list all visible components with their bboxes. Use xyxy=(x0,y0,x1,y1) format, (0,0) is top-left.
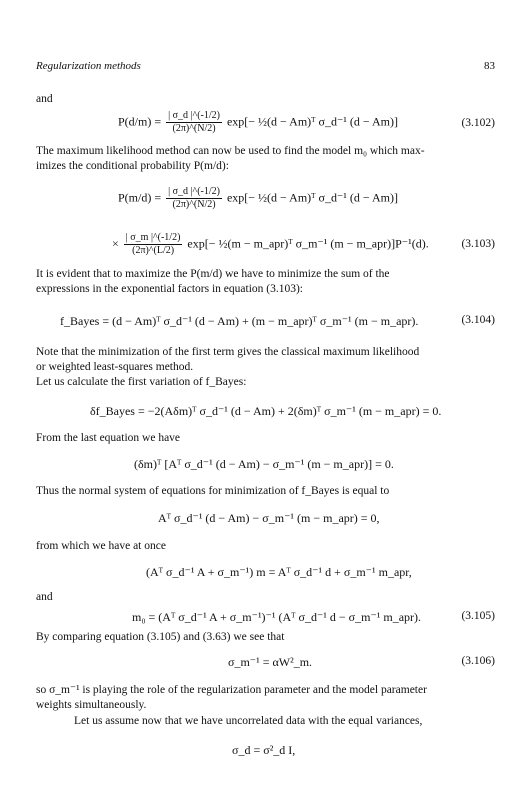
eq-lhs: P(d/m) = xyxy=(118,114,162,129)
equation-number: (3.104) xyxy=(461,314,495,326)
equation-first-variation: δf_Bayes = −2(Aδm)ᵀ σ_d⁻¹ (d − Am) + 2(δm)ᵀ σ_m⁻¹ (m − m_apr) = 0. xyxy=(90,404,442,418)
denominator: (2π)^(N/2) xyxy=(172,199,216,210)
eq-times: × xyxy=(112,236,119,251)
text-line: weights simultaneously. xyxy=(36,699,147,711)
text-line: expressions in the exponential factors in equation (3.103): xyxy=(36,283,303,295)
text-line: Let us calculate the first variation of f_Bayes: xyxy=(36,376,247,388)
text-line: and xyxy=(36,591,53,603)
equation-3-103a xyxy=(118,186,398,211)
text-line: From the last equation we have xyxy=(36,432,181,444)
equation-3-105: m₀ = (Aᵀ σ_d⁻¹ A + σ_m⁻¹)⁻¹ (Aᵀ σ_d⁻¹ d − σ_m⁻¹ m_apr). xyxy=(132,610,422,624)
equation-number: (3.102) xyxy=(461,117,495,129)
equation-number: (3.106) xyxy=(461,655,495,667)
equation-last: (δm)ᵀ [Aᵀ σ_d⁻¹ (d − Am) − σ_m⁻¹ (m − m_apr)] = 0. xyxy=(134,457,394,471)
text-line: so σ_m⁻¹ is playing the role of the regularization parameter and the model parameter xyxy=(36,684,427,696)
text-line: or weighted least-squares method. xyxy=(36,361,194,373)
equation-3-104: f_Bayes = (d − Am)ᵀ σ_d⁻¹ (d − Am) + (m − m_apr)ᵀ σ_m⁻¹ (m − m_apr). xyxy=(60,314,419,328)
text-line: Thus the normal system of equations for minimization of f_Bayes is equal to xyxy=(36,485,390,497)
equation-3-103b xyxy=(112,232,429,257)
text-line: and xyxy=(36,93,53,105)
text-line: Let us assume now that we have uncorrelated data with the equal variances, xyxy=(74,715,423,727)
page-number: 83 xyxy=(484,60,495,72)
numerator: | σ_d |^(-1/2) xyxy=(168,186,220,197)
equation-number: (3.103) xyxy=(461,238,495,250)
text-line: Note that the minimization of the first term gives the classical maximum likelihood xyxy=(36,346,420,358)
running-head: Regularization methods xyxy=(36,60,141,72)
numerator: | σ_d |^(-1/2) xyxy=(168,110,220,121)
fraction xyxy=(124,232,183,257)
eq-lhs: P(m/d) = xyxy=(118,190,162,205)
equation-3-106: σ_m⁻¹ = αW²_m. xyxy=(228,655,313,669)
text-line: from which we have at once xyxy=(36,540,166,552)
equation-number: (3.105) xyxy=(461,610,495,622)
denominator: (2π)^(N/2) xyxy=(172,123,216,134)
numerator: | σ_m |^(-1/2) xyxy=(125,232,181,243)
text-line: The maximum likelihood method can now be used to find the model m₀ which max- xyxy=(36,145,425,157)
fraction xyxy=(166,186,222,211)
equation-equal-variances: σ_d = σ²_d I, xyxy=(232,743,296,757)
fraction xyxy=(166,110,222,135)
eq-rest: exp[− ½(d − Am)ᵀ σ_d⁻¹ (d − Am)] xyxy=(226,190,398,205)
text-line: By comparing equation (3.105) and (3.63) we see that xyxy=(36,631,285,643)
denominator: (2π)^(L/2) xyxy=(132,245,175,256)
eq-rest: exp[− ½(d − Am)ᵀ σ_d⁻¹ (d − Am)] xyxy=(226,114,398,129)
text-line: imizes the conditional probability P(m/d): xyxy=(36,160,229,172)
equation-at-once: (Aᵀ σ_d⁻¹ A + σ_m⁻¹) m = Aᵀ σ_d⁻¹ d + σ_m⁻¹ m_apr, xyxy=(146,565,412,579)
equation-3-102 xyxy=(118,110,398,135)
eq-rest: exp[− ½(m − m_apr)ᵀ σ_m⁻¹ (m − m_apr)]P⁻¹(d). xyxy=(187,236,429,251)
text-line: It is evident that to maximize the P(m/d) we have to minimize the sum of the xyxy=(36,268,390,280)
equation-normal-system: Aᵀ σ_d⁻¹ (d − Am) − σ_m⁻¹ (m − m_apr) = 0, xyxy=(158,511,380,525)
